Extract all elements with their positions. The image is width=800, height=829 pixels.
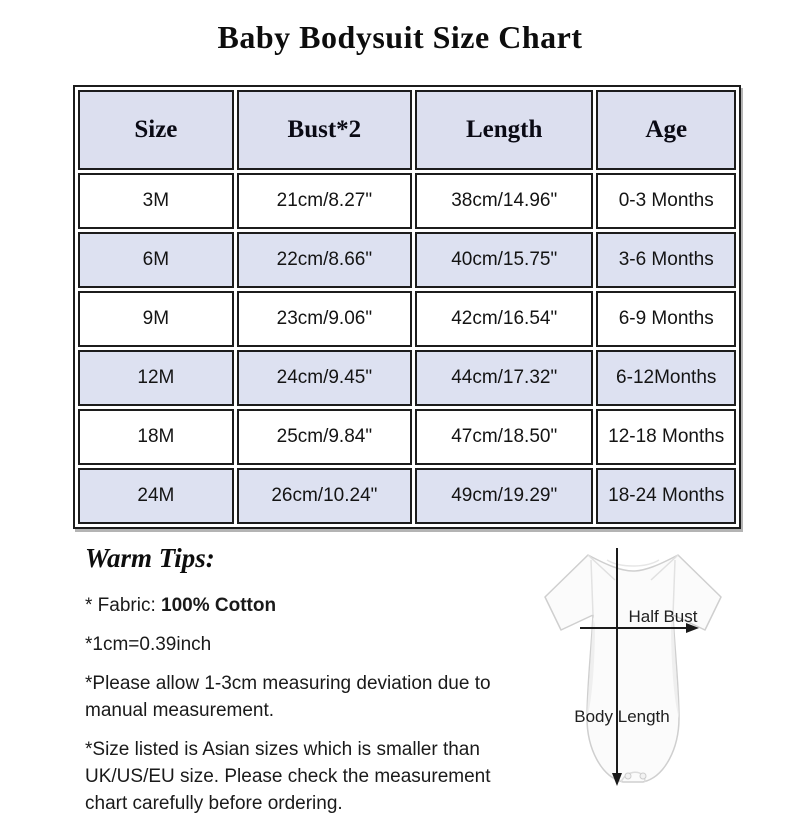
tip-size-note: *Size listed is Asian sizes which is smaller than UK/US/EU size. Please check the measurement chart carefully before ordering. — [85, 739, 491, 814]
tip-fabric-value: 100% Cotton — [161, 595, 277, 616]
table-cell: 18-24 Months — [596, 468, 736, 524]
size-table — [73, 85, 741, 529]
table-cell: 3M — [78, 173, 234, 229]
table-row — [78, 350, 736, 406]
tip-conversion: *1cm=0.39inch — [85, 634, 212, 655]
table-cell: 0-3 Months — [596, 173, 736, 229]
tip-deviation: *Please allow 1-3cm measuring deviation due to manual measurement. — [85, 673, 491, 721]
table-header-row — [78, 90, 736, 170]
table-cell: 26cm/10.24" — [237, 468, 412, 524]
table-row — [78, 291, 736, 347]
table-cell: 40cm/15.75" — [415, 232, 593, 288]
warm-tips-section — [85, 543, 547, 829]
column-header: Bust*2 — [237, 90, 412, 170]
table-cell: 44cm/17.32" — [415, 350, 593, 406]
table-cell: 49cm/19.29" — [415, 468, 593, 524]
table-cell: 18M — [78, 409, 234, 465]
tip-fabric — [85, 592, 547, 619]
table-cell: 21cm/8.27" — [237, 173, 412, 229]
snap-button — [640, 773, 646, 779]
table-row — [78, 409, 736, 465]
warm-tips-heading: Warm Tips: — [85, 543, 215, 573]
table-body — [78, 173, 736, 524]
table-cell: 12-18 Months — [596, 409, 736, 465]
table-cell: 6-12Months — [596, 350, 736, 406]
table-cell: 22cm/8.66" — [237, 232, 412, 288]
column-header: Length — [415, 90, 593, 170]
table-cell: 47cm/18.50" — [415, 409, 593, 465]
table-cell: 23cm/9.06" — [237, 291, 412, 347]
table-row — [78, 173, 736, 229]
table-cell: 24M — [78, 468, 234, 524]
table-row — [78, 468, 736, 524]
onesie-graphic — [545, 555, 721, 782]
tip-fabric-label: * Fabric: — [85, 595, 162, 616]
half-bust-label: Half Bust — [628, 607, 698, 626]
bodysuit-figure — [525, 533, 765, 798]
table-cell: 42cm/16.54" — [415, 291, 593, 347]
page-title: Baby Bodysuit Size Chart — [217, 19, 583, 55]
table-cell: 38cm/14.96" — [415, 173, 593, 229]
table-cell: 12M — [78, 350, 234, 406]
table-cell: 3-6 Months — [596, 232, 736, 288]
table-cell: 24cm/9.45" — [237, 350, 412, 406]
table-cell: 6M — [78, 232, 234, 288]
bodysuit-measurement-diagram — [525, 533, 765, 798]
table-cell: 9M — [78, 291, 234, 347]
column-header: Size — [78, 90, 234, 170]
table-cell: 6-9 Months — [596, 291, 736, 347]
table-cell: 25cm/9.84" — [237, 409, 412, 465]
body-length-label: Body Length — [574, 707, 670, 726]
table-row — [78, 232, 736, 288]
column-header: Age — [596, 90, 736, 170]
snap-button — [625, 773, 631, 779]
